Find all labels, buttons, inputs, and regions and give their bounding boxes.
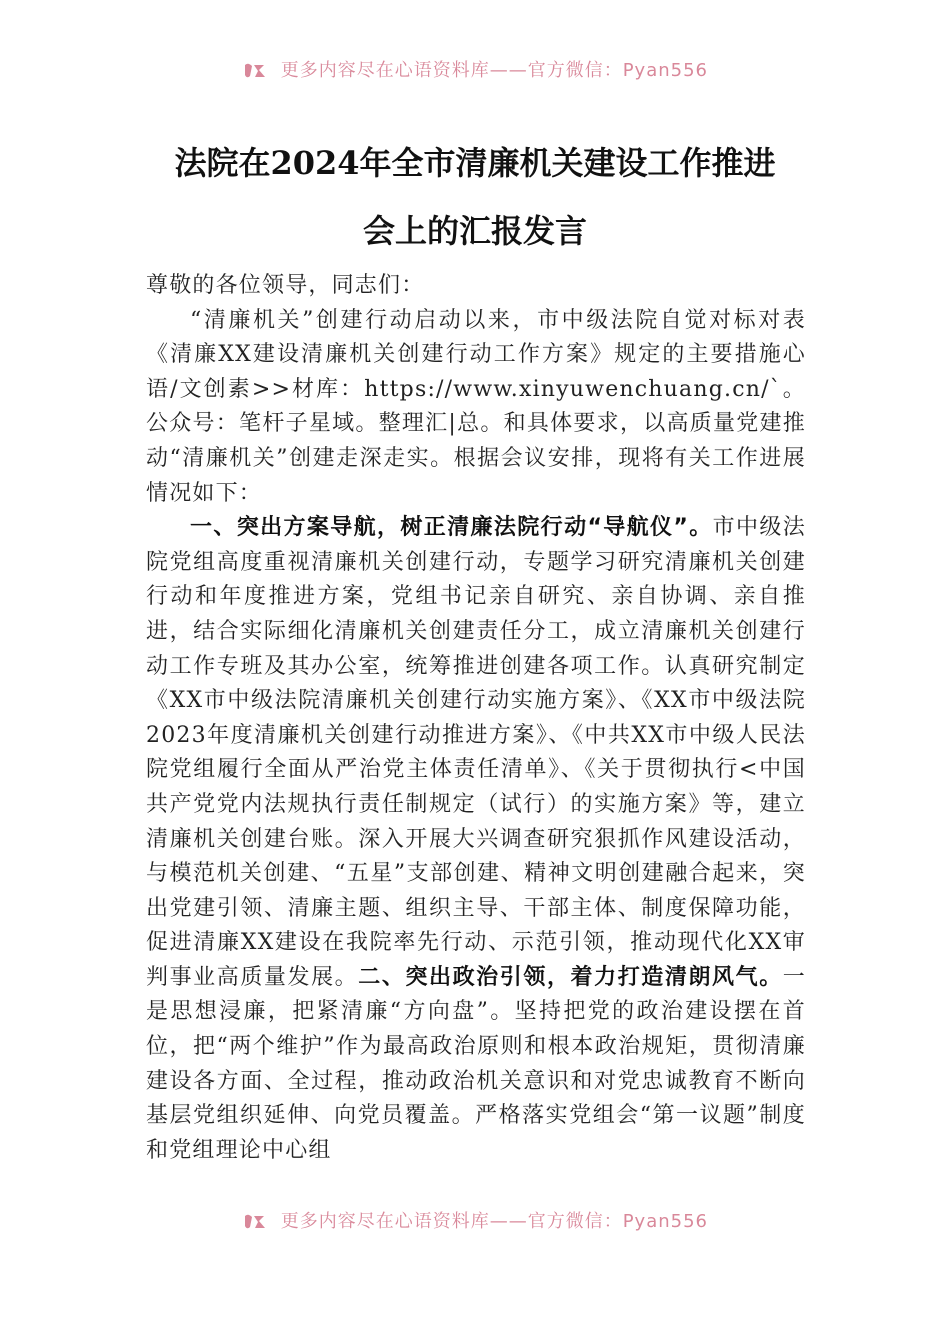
section-two-text: 一是思想浸廉，把紧清廉“方向盘”。坚持把党的政治建设摆在首位，把“两个维护”作为最高政治原则和根本政治规矩，贯彻清廉建设各方面、全过程，推动政治机关意识和对党忠诚教育不断向基层党组织延伸、向党员覆盖。严格落实党组会“第一议题”制度和党组理论中心组 (146, 964, 806, 1163)
section-one-paragraph (146, 511, 806, 1168)
section-one-text: 市中级法院党组高度重视清廉机关创建行动，专题学习研究清廉机关创建行动和年度推进方案，党组书记亲自研究、亲自协调、亲自推进，结合实际细化清廉机关创建责任分工，成立清廉机关创建行动工作专班及其办公室，统筹推进创建各项工作。认真研究制定《XX市中级法院清廉机关创建行动实施方案》、《XX市中级法院2023年度清廉机关创建行动推进方案》、《中共XX市中级人民法院党组履行全面从严治党主体责任清单》、《关于贯彻执行<中国共产党党内法规执行责任制规定（试行）的实施方案》等，建立清廉机关创建台账。深入开展大兴调查研究狠抓作风建设活动，与模范机关创建、“五星”支部创建、精神文明创建融合起来，突出党建引领、清廉主题、组织主导、干部主体、制度保障功能，促进清廉XX建设在我院率先行动、示范引领，推动现代化XX审判事业高质量发展。 (146, 515, 806, 990)
document-title-line-2: 会上的汇报发言 (362, 212, 587, 250)
document-title-line-1: 法院在2024年全市清廉机关建设工作推进 (174, 144, 776, 182)
footer-watermark (0, 1209, 950, 1235)
document-body (146, 269, 806, 1168)
watermark-logo-icon (242, 61, 268, 81)
intro-paragraph: “清廉机关”创建行动启动以来，市中级法院自觉对标对表《清廉XX建设清廉机关创建行动工作方案》规定的主要措施心语/文创素>>材库：https://www.xinyuwenchuang.cn/`。公众号：笔杆子星域。整理汇|总。和具体要求，以高质量党建推动“清廉机关”创建走深走实。根据会议安排，现将有关工作进展情况如下： (146, 307, 806, 506)
watermark-text: 更多内容尽在心语资料库——官方微信：Pyan556 (280, 60, 709, 81)
section-two-heading: 二、突出政治引领，着力打造清朗风气。 (358, 964, 783, 990)
section-one-heading: 一、突出方案导航，树正清廉法院行动“导航仪”。 (190, 515, 713, 541)
watermark-text: 更多内容尽在心语资料库——官方微信：Pyan556 (280, 1211, 709, 1232)
watermark-logo-icon (242, 1212, 268, 1232)
header-watermark (0, 58, 950, 84)
salutation: 尊敬的各位领导，同志们： (146, 273, 425, 298)
